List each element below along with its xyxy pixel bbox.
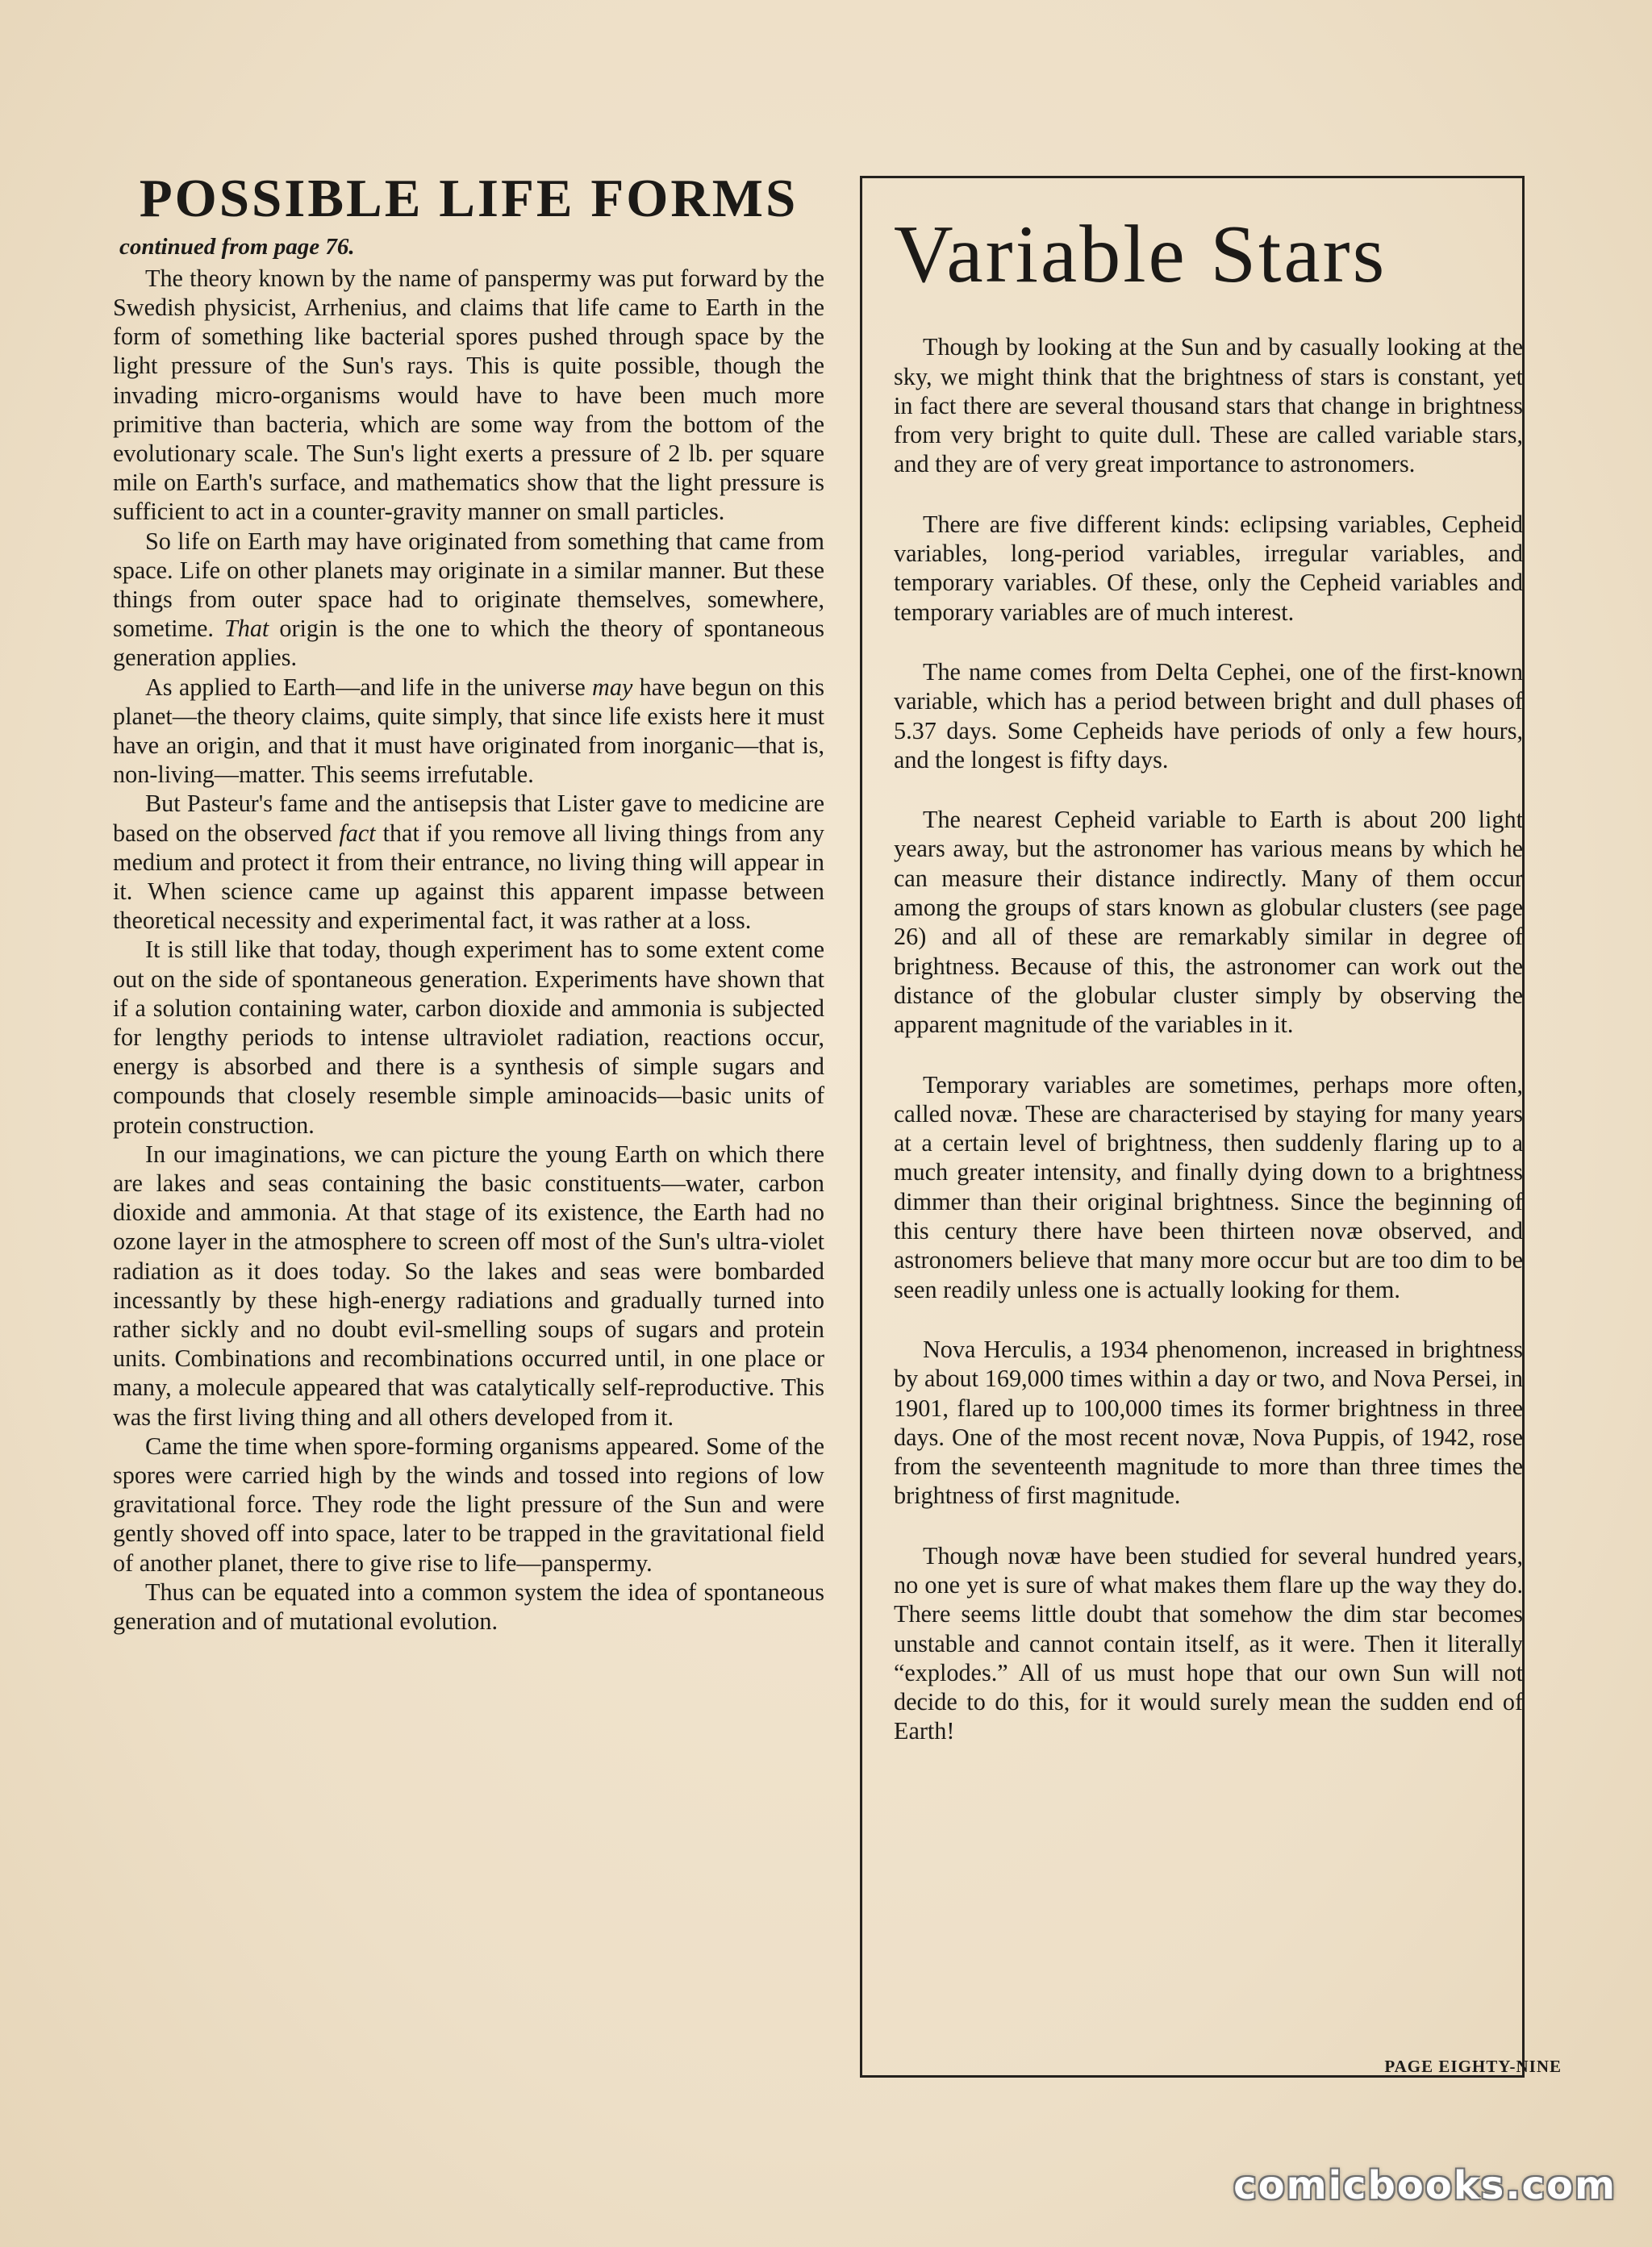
box-paragraph: Though novæ have been studied for several hundred years, no one yet is sure of what makes them flare up the way they do. There seems little doubt that somehow the dim star becomes unstable and cannot contain itself, as it were. Then it literally “explodes.” All of us must hope that our own Sun will not decide to do this, for it would surely mean the sudden end of Earth! [894, 1541, 1523, 1745]
article-title: POSSIBLE LIFE FORMS [139, 169, 799, 228]
article-paragraph: But Pasteur's fame and the antisepsis that Lister gave to medicine are based on the observed fact that if you remove all living things from any medium and protect it from their entrance, no living thing will appear in it. When science came up against this apparent impasse between theoretical necessity and experimental fact, it was rather at a loss. [113, 790, 824, 935]
box-paragraph: Temporary variables are sometimes, perhaps more often, called novæ. These are characterised by staying for many years at a certain level of brightness, then suddenly flaring up to a much greater intensity, and finally dying down to a brightness dimmer than their original brightness. Since the beginning of this century there have been thirteen novæ observed, and astronomers believe that many more occur but are too dim to be seen readily unless one is actually looking for them. [894, 1070, 1523, 1303]
page-number: PAGE EIGHTY-NINE [1384, 2057, 1562, 2076]
variable-stars-article [894, 178, 1523, 1777]
watermark-logo: comicbooks.com [1233, 2163, 1617, 2208]
article-paragraph: Came the time when spore-forming organisms appeared. Some of the spores were carried high by the winds and tossed into regions of low gravitational force. They rode the light pressure of the Sun and were gently shoved off into space, later to be trapped in the gravitational field of another planet, there to give rise to life—panspermy. [113, 1432, 824, 1577]
continued-note: continued from page 76. [119, 233, 355, 260]
box-paragraph: Though by looking at the Sun and by casually looking at the sky, we might think that the brightness of stars is constant, yet in fact there are several thousand stars that change in brightness from very bright to quite dull. These are called variable stars, and they are of very great importance to astronomers. [894, 333, 1523, 478]
box-title: Variable Stars [894, 209, 1387, 300]
article-paragraph: It is still like that today, though experiment has to some extent come out on the side of spontaneous generation. Experiments have shown that if a solution containing water, carbon dioxide and ammonia is subjected for lengthy periods to intense ultraviolet radiation, reactions occur, energy is absorbed and there is a synthesis of simple sugars and compounds that closely resemble simple aminoacids—basic units of protein construction. [113, 936, 824, 1139]
possible-life-forms-article [113, 169, 824, 1636]
article-paragraph: As applied to Earth—and life in the universe may have begun on this planet—the theory claims, quite simply, that since life exists here it must have an origin, and that it must have originated from inorganic—that is, non-living—matter. This seems irrefutable. [113, 673, 824, 789]
box-paragraph: There are five different kinds: eclipsing variables, Cepheid variables, long-period variables, irregular variables, and temporary variables. Of these, only the Cepheid variables and temporary variables are of much interest. [894, 510, 1523, 626]
article-paragraph: In our imaginations, we can picture the young Earth on which there are lakes and seas containing the basic constituents—water, carbon dioxide and ammonia. At that stage of its existence, the Earth had no ozone layer in the atmosphere to screen off most of the Sun's ultra-violet radiation as it does today. So the lakes and seas were bombarded incessantly by these high-energy radiations and gradually turned into rather sickly and no doubt evil-smelling soups of sugars and protein units. Combinations and recombinations occurred until, in one place or many, a molecule appeared that was catalytically self-reproductive. This was the first living thing and all others developed from it. [113, 1140, 824, 1431]
box-paragraph: The name comes from Delta Cephei, one of the first-known variable, which has a period between bright and dull phases of 5.37 days. Some Cepheids have periods of only a few hours, and the longest is fifty days. [894, 657, 1523, 773]
box-paragraph: Nova Herculis, a 1934 phenomenon, increased in brightness by about 169,000 times within a day or two, and Nova Persei, in 1901, flared up to 100,000 times its former brightness in three days. One of the most recent novæ, Nova Puppis, of 1942, rose from the seventeenth magnitude to more than three times the brightness of first magnitude. [894, 1335, 1523, 1510]
article-paragraph: Thus can be equated into a common system the idea of spontaneous generation and of mutational evolution. [113, 1578, 824, 1636]
article-paragraph: The theory known by the name of panspermy was put forward by the Swedish physicist, Arrhenius, and claims that life came to Earth in the form of something like bacterial spores pushed through space by the light pressure of the Sun's rays. This is quite possible, though the invading micro-organisms would have to have been much more primitive than bacteria, which are some way from the bottom of the evolutionary scale. The Sun's light exerts a pressure of 2 lb. per square mile on Earth's surface, and mathematics show that the light pressure is sufficient to act in a counter-gravity manner on small particles. [113, 264, 824, 526]
box-paragraph: The nearest Cepheid variable to Earth is about 200 light years away, but the astronomer has various means by which he can measure their distance indirectly. Many of them occur among the groups of stars known as globular clusters (see page 26) and all of these are remarkably similar in degree of brightness. Because of this, the astronomer can work out the distance of the globular cluster simply by observing the apparent magnitude of the variables in it. [894, 806, 1523, 1039]
article-paragraph: So life on Earth may have originated from something that came from space. Life on other planets may originate in a similar manner. But these things from outer space had to originate themselves, somewhere, sometime. That origin is the one to which the theory of spontaneous generation applies. [113, 527, 824, 672]
variable-stars-box [860, 176, 1525, 2078]
